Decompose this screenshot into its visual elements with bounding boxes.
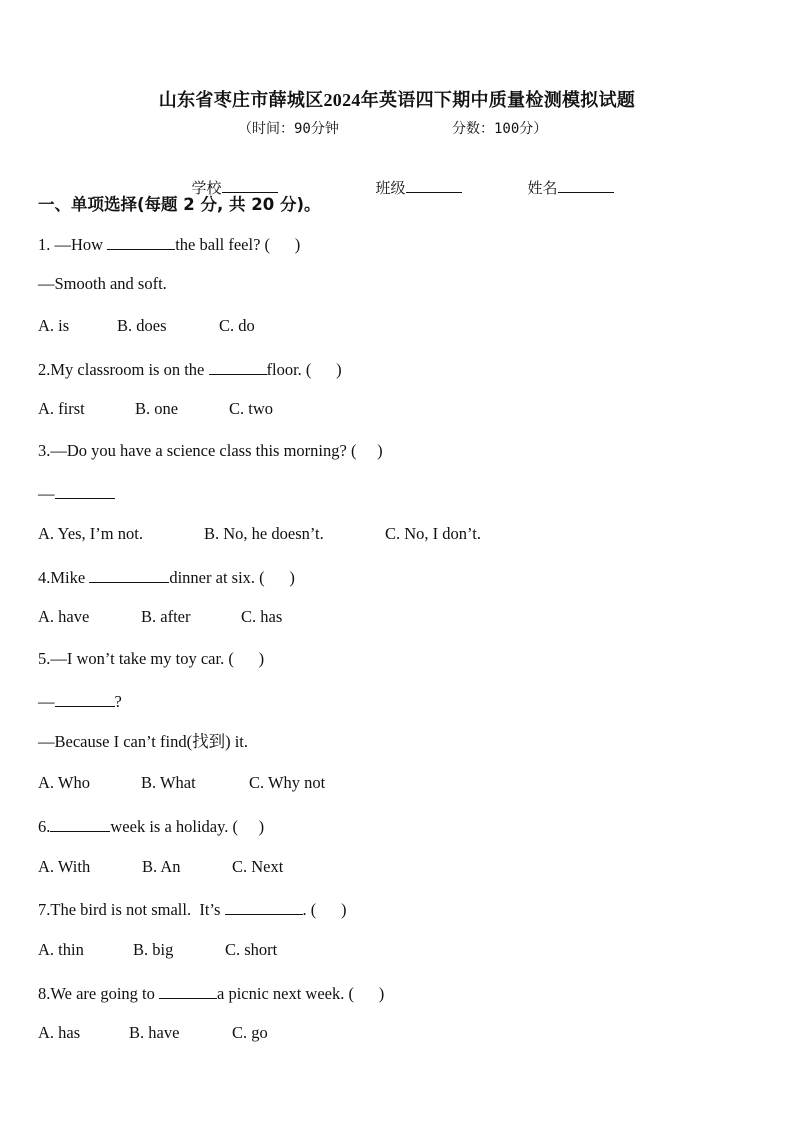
- question-1: 1. —How the ball feel? ( ): [38, 235, 301, 254]
- class-blank[interactable]: [406, 178, 462, 193]
- option-a[interactable]: A. Yes, I’m not.: [38, 524, 143, 543]
- section-heading: 一、单项选择(每题 2 分, 共 20 分)。: [38, 195, 321, 214]
- answer-blank[interactable]: [50, 817, 110, 832]
- option-b[interactable]: B. after: [141, 607, 191, 626]
- answer-blank[interactable]: [89, 568, 169, 583]
- class-field[interactable]: [368, 160, 462, 198]
- option-a[interactable]: A. Who: [38, 773, 90, 792]
- answer-blank[interactable]: [55, 484, 115, 499]
- question-6: 6. week is a holiday. ( ): [38, 817, 265, 836]
- question-3-reply: —: [38, 484, 115, 503]
- option-b[interactable]: B. An: [142, 857, 181, 876]
- question-4: 4.Mike dinner at six. ( ): [38, 568, 295, 587]
- option-a[interactable]: A. have: [38, 607, 90, 626]
- school-label: 学校: [191, 181, 222, 197]
- option-b[interactable]: B. have: [129, 1023, 180, 1042]
- option-a[interactable]: A. first: [38, 399, 85, 418]
- option-a[interactable]: A. thin: [38, 940, 84, 959]
- option-b[interactable]: B. big: [133, 940, 174, 959]
- option-b[interactable]: B. No, he doesn’t.: [204, 524, 324, 543]
- answer-blank[interactable]: [225, 900, 303, 915]
- answer-blank[interactable]: [159, 984, 217, 999]
- question-5: 5.—I won’t take my toy car. ( ): [38, 649, 265, 668]
- option-c[interactable]: C. Next: [232, 857, 284, 876]
- question-5-reply-2: —Because I can’t find(找到) it.: [38, 732, 249, 751]
- question-3: 3.—Do you have a science class this morning? ( ): [38, 441, 383, 460]
- option-b[interactable]: B. does: [117, 316, 167, 335]
- class-label: 班级: [375, 181, 406, 197]
- option-b[interactable]: B. one: [135, 399, 179, 418]
- name-label: 姓名: [527, 181, 558, 197]
- option-c[interactable]: C. short: [225, 940, 278, 959]
- question-5-reply: — ?: [38, 692, 122, 711]
- answer-blank[interactable]: [55, 692, 115, 707]
- option-a[interactable]: A. has: [38, 1023, 81, 1042]
- option-c[interactable]: C. has: [241, 607, 283, 626]
- page-title: 山东省枣庄市薛城区2024年英语四下期中质量检测模拟试题: [158, 90, 636, 110]
- option-c[interactable]: C. No, I don’t.: [385, 524, 481, 543]
- option-a[interactable]: A. is: [38, 316, 70, 335]
- question-1-reply: —Smooth and soft.: [38, 274, 167, 293]
- option-c[interactable]: C. go: [232, 1023, 268, 1042]
- option-c[interactable]: C. two: [229, 399, 274, 418]
- question-8: 8.We are going to a picnic next week. ( ): [38, 984, 385, 1003]
- option-c[interactable]: C. Why not: [249, 773, 326, 792]
- option-b[interactable]: B. What: [141, 773, 196, 792]
- exam-time: （时间：90分钟: [238, 121, 339, 137]
- option-c[interactable]: C. do: [219, 316, 255, 335]
- name-blank[interactable]: [558, 178, 614, 193]
- option-a[interactable]: A. With: [38, 857, 91, 876]
- question-7: 7.The bird is not small. It’s . ( ): [38, 900, 347, 919]
- exam-score: 分数：100分）: [452, 121, 548, 137]
- name-field[interactable]: [520, 160, 614, 198]
- answer-blank[interactable]: [107, 235, 175, 250]
- question-2: 2.My classroom is on the floor. ( ): [38, 360, 342, 379]
- answer-blank[interactable]: [209, 360, 267, 375]
